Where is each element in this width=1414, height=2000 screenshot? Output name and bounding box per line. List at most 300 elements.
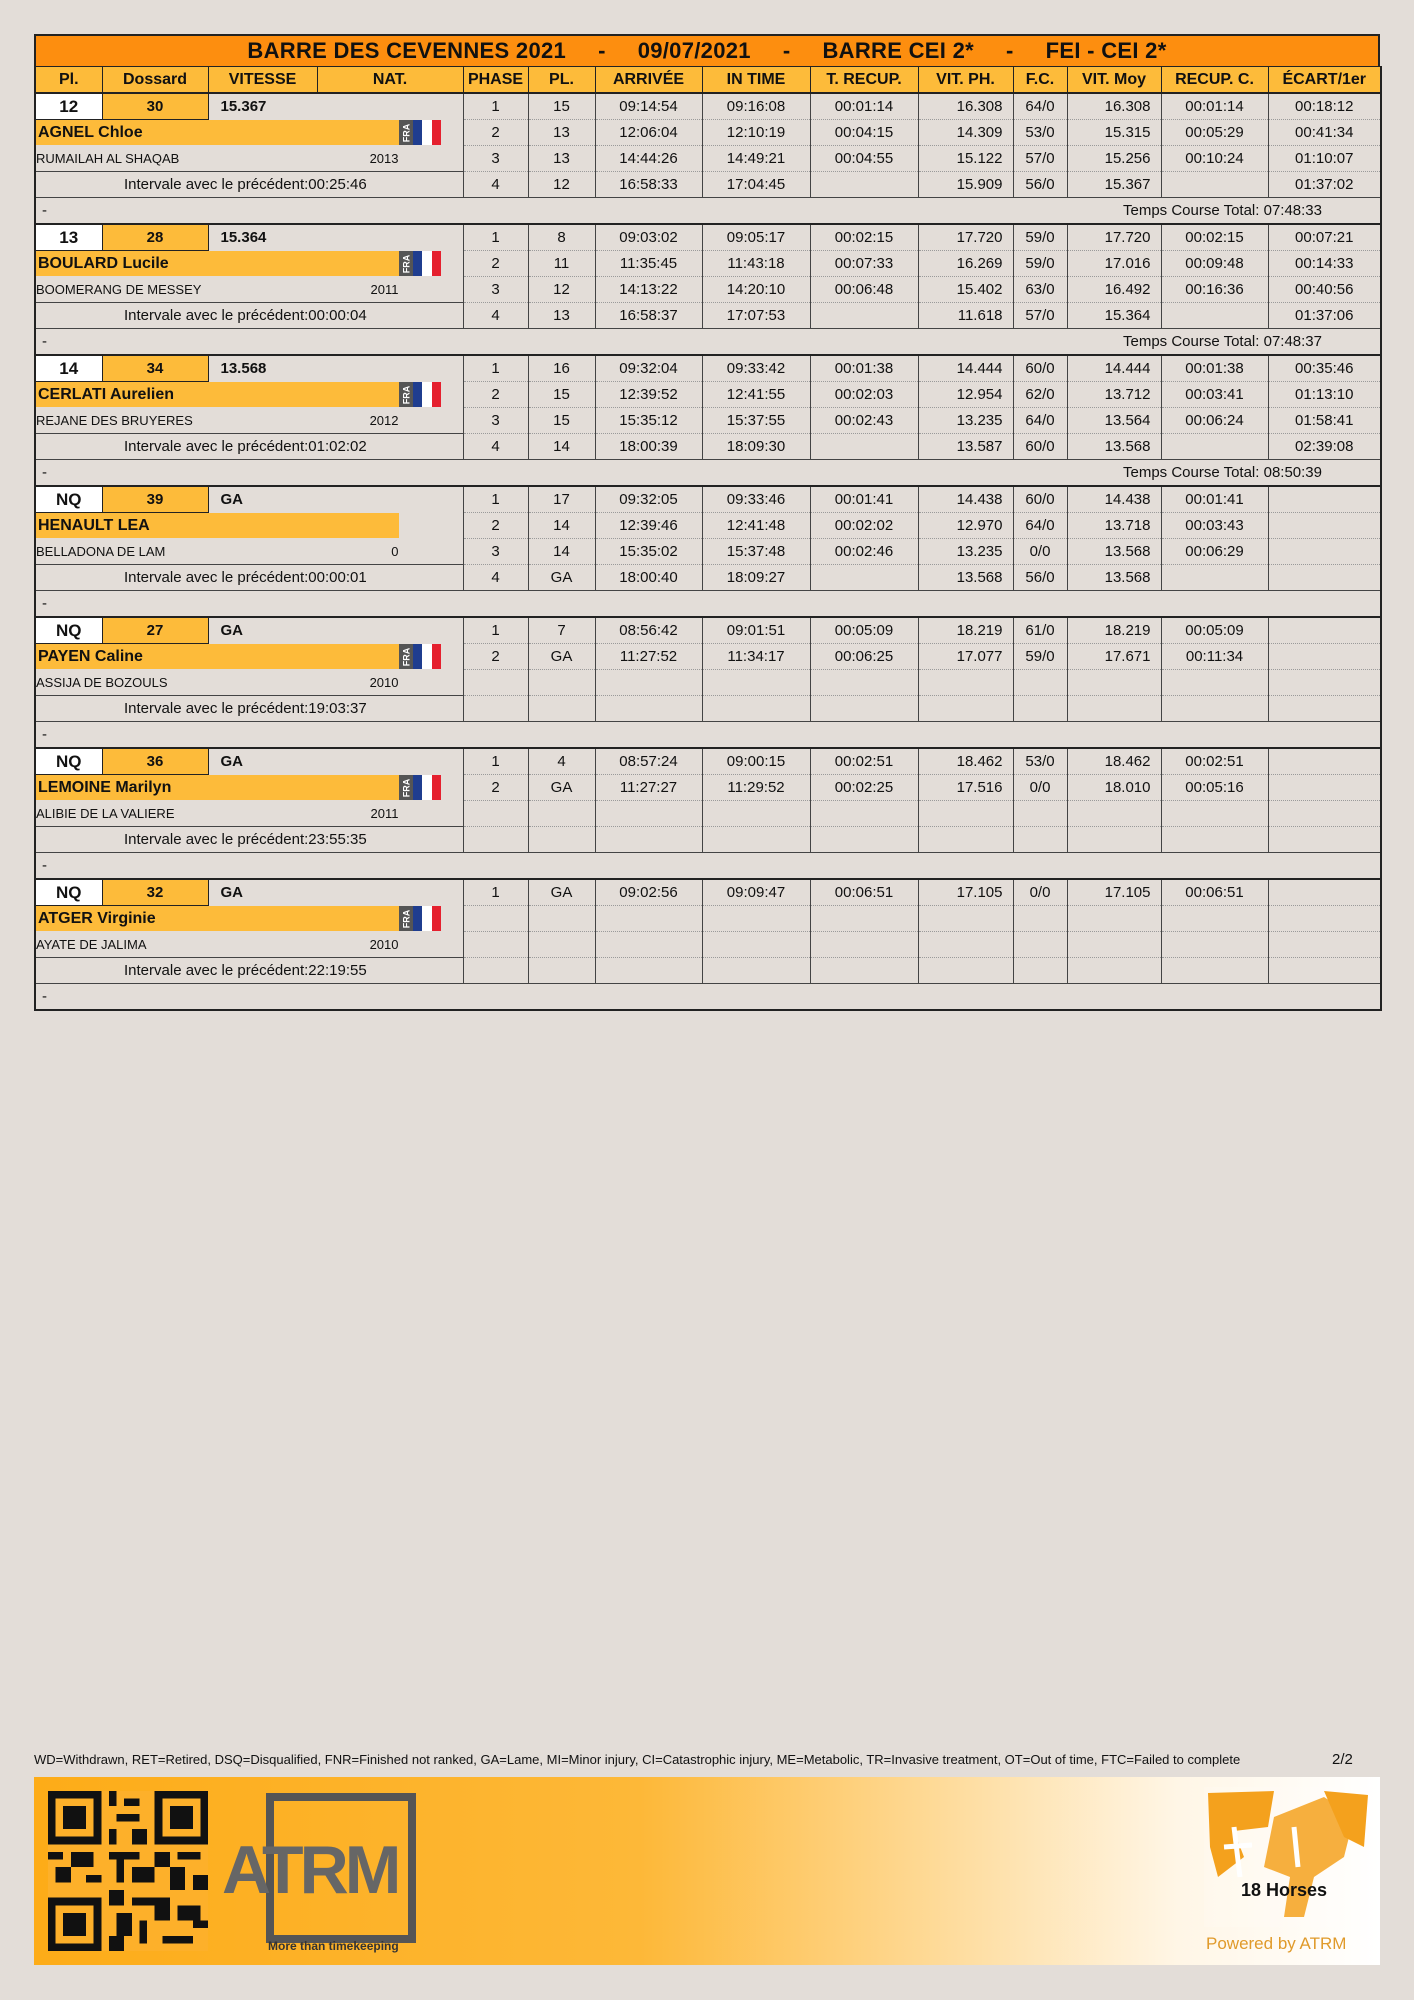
phase-cell-phase: 1 <box>463 93 528 120</box>
france-flag-icon <box>413 906 441 931</box>
phase-cell-avg-speed <box>1067 958 1161 984</box>
rider-place: 13 <box>35 224 102 251</box>
total-race-time <box>463 722 1381 749</box>
rider-speed: 15.364 <box>208 224 463 251</box>
phase-cell-phase-speed: 18.462 <box>918 748 1013 775</box>
france-flag-icon <box>413 644 441 669</box>
phase-cell-arrival <box>595 670 702 696</box>
france-flag-icon <box>413 120 441 145</box>
total-row <box>35 591 1381 618</box>
phase-cell-phase-place: 11 <box>528 251 595 277</box>
horse-name: ALIBIE DE LA VALIERE <box>36 805 175 821</box>
interval-row <box>35 827 1381 853</box>
rider-summary-row <box>35 486 1381 513</box>
phase-cell-phase-place: 13 <box>528 120 595 146</box>
phase-cell-avg-speed: 18.462 <box>1067 748 1161 775</box>
phase-cell-cumulative-recovery <box>1161 434 1268 460</box>
phase-cell-phase: 2 <box>463 382 528 408</box>
rider-name-row <box>35 906 1381 932</box>
phase-cell-cumulative-recovery: 00:05:16 <box>1161 775 1268 801</box>
phase-cell-recovery-time: 00:02:43 <box>810 408 918 434</box>
phase-cell-heart-rate: 59/0 <box>1013 224 1067 251</box>
phase-cell-phase-place: 15 <box>528 382 595 408</box>
phase-cell-in-time <box>702 958 810 984</box>
rider-name-cell <box>35 775 463 801</box>
phase-cell-phase-place: GA <box>528 879 595 906</box>
phase-cell-gap-to-first: 00:41:34 <box>1268 120 1381 146</box>
phase-cell-heart-rate: 53/0 <box>1013 120 1067 146</box>
horse-cell <box>35 670 463 696</box>
phase-cell-avg-speed: 13.718 <box>1067 513 1161 539</box>
row-dash: - <box>35 460 463 487</box>
phase-cell-recovery-time <box>810 434 918 460</box>
phase-cell-avg-speed: 16.308 <box>1067 93 1161 120</box>
phase-cell-arrival <box>595 958 702 984</box>
phase-cell-gap-to-first <box>1268 748 1381 775</box>
phase-cell-recovery-time: 00:04:15 <box>810 120 918 146</box>
rider-name-bar <box>36 382 463 407</box>
phase-cell-recovery-time: 00:07:33 <box>810 251 918 277</box>
phase-cell-gap-to-first: 01:10:07 <box>1268 146 1381 172</box>
nationality-code <box>399 251 413 276</box>
phase-cell-in-time: 11:34:17 <box>702 644 810 670</box>
rider-speed: GA <box>208 748 463 775</box>
phase-cell-phase-place: 16 <box>528 355 595 382</box>
phase-cell-recovery-time: 00:02:51 <box>810 748 918 775</box>
phase-cell-gap-to-first: 01:37:02 <box>1268 172 1381 198</box>
phase-cell-in-time <box>702 696 810 722</box>
phase-cell-recovery-time: 00:02:46 <box>810 539 918 565</box>
phase-cell-phase-speed: 15.909 <box>918 172 1013 198</box>
phase-cell-heart-rate: 64/0 <box>1013 408 1067 434</box>
phase-cell-recovery-time: 00:06:48 <box>810 277 918 303</box>
logo-tagline: More than timekeeping <box>268 1939 399 1953</box>
phase-cell-cumulative-recovery: 00:01:14 <box>1161 93 1268 120</box>
status-legend: WD=Withdrawn, RET=Retired, DSQ=Disqualified, FNR=Finished not ranked, GA=Lame, MI=Minor injury, CI=Catastrophic injury, ME=Metabolic, TR=Invasive treatment, OT=Out of time, FTC=Failed to complete <box>34 1752 1241 1767</box>
phase-cell-phase-speed: 12.970 <box>918 513 1013 539</box>
phase-cell-phase-place: 12 <box>528 172 595 198</box>
phase-cell-cumulative-recovery: 00:01:41 <box>1161 486 1268 513</box>
phase-cell-phase: 1 <box>463 748 528 775</box>
phase-cell-cumulative-recovery <box>1161 565 1268 591</box>
footer-banner <box>34 1777 1380 1965</box>
horse-birth-year: 2013 <box>369 150 399 166</box>
rider-speed: GA <box>208 617 463 644</box>
phase-cell-phase-speed: 18.219 <box>918 617 1013 644</box>
atrm-logo <box>222 1787 462 1957</box>
title-separator: - <box>782 38 791 63</box>
horse-row <box>35 146 1381 172</box>
phase-cell-phase: 1 <box>463 486 528 513</box>
rider-name-cell <box>35 120 463 146</box>
phase-cell-cumulative-recovery: 00:09:48 <box>1161 251 1268 277</box>
phase-cell-phase <box>463 801 528 827</box>
title-separator: - <box>1005 38 1014 63</box>
phase-cell-phase-speed: 11.618 <box>918 303 1013 329</box>
phase-cell-avg-speed: 17.671 <box>1067 644 1161 670</box>
phase-cell-in-time: 09:16:08 <box>702 93 810 120</box>
phase-cell-arrival: 08:57:24 <box>595 748 702 775</box>
rider-name: AGNEL Chloe <box>38 124 143 142</box>
row-dash: - <box>35 591 463 618</box>
phase-cell-arrival <box>595 827 702 853</box>
nationality-label: FRA <box>401 647 411 666</box>
phase-cell-arrival: 12:06:04 <box>595 120 702 146</box>
phase-cell-phase: 4 <box>463 172 528 198</box>
horse-cell <box>35 801 463 827</box>
phase-cell-heart-rate <box>1013 906 1067 932</box>
phase-cell-cumulative-recovery: 00:01:38 <box>1161 355 1268 382</box>
col-header-in-time: IN TIME <box>702 67 810 94</box>
phase-cell-gap-to-first: 01:58:41 <box>1268 408 1381 434</box>
phase-cell-arrival: 09:32:04 <box>595 355 702 382</box>
phase-cell-phase-speed: 14.444 <box>918 355 1013 382</box>
phase-cell-in-time <box>702 827 810 853</box>
phase-cell-cumulative-recovery: 00:10:24 <box>1161 146 1268 172</box>
col-header-nationality: NAT. <box>317 67 463 94</box>
france-flag-icon <box>413 251 441 276</box>
phase-cell-gap-to-first: 00:35:46 <box>1268 355 1381 382</box>
nationality-code <box>399 775 413 800</box>
phase-cell-heart-rate: 60/0 <box>1013 434 1067 460</box>
phase-cell-heart-rate: 0/0 <box>1013 775 1067 801</box>
phase-cell-in-time <box>702 801 810 827</box>
phase-cell-gap-to-first <box>1268 958 1381 984</box>
phase-cell-phase <box>463 696 528 722</box>
phase-cell-cumulative-recovery <box>1161 932 1268 958</box>
horse-row <box>35 277 1381 303</box>
phase-cell-cumulative-recovery <box>1161 801 1268 827</box>
phase-cell-phase <box>463 906 528 932</box>
interval-to-previous: Intervale avec le précédent:01:02:02 <box>35 434 463 460</box>
phase-cell-recovery-time: 00:02:03 <box>810 382 918 408</box>
rider-name: CERLATI Aurelien <box>38 386 175 404</box>
nationality-code <box>399 382 413 407</box>
rider-place: 14 <box>35 355 102 382</box>
col-header-avg-speed: VIT. Moy <box>1067 67 1161 94</box>
rider-bib: 32 <box>102 879 208 906</box>
rider-bib: 27 <box>102 617 208 644</box>
phase-cell-arrival: 16:58:37 <box>595 303 702 329</box>
phase-cell-arrival: 09:14:54 <box>595 93 702 120</box>
interval-to-previous: Intervale avec le précédent:00:25:46 <box>35 172 463 198</box>
phase-cell-phase-place: GA <box>528 644 595 670</box>
phase-cell-arrival: 18:00:40 <box>595 565 702 591</box>
total-row <box>35 460 1381 487</box>
phase-cell-recovery-time <box>810 801 918 827</box>
rider-name-cell <box>35 513 463 539</box>
phase-cell-recovery-time <box>810 958 918 984</box>
rider-bib: 34 <box>102 355 208 382</box>
phase-cell-phase-place <box>528 958 595 984</box>
phase-cell-recovery-time <box>810 827 918 853</box>
horse-info <box>36 670 463 695</box>
phase-cell-gap-to-first <box>1268 775 1381 801</box>
total-race-time <box>463 984 1381 1011</box>
column-header-row <box>35 67 1381 94</box>
interval-to-previous: Intervale avec le précédent:00:00:04 <box>35 303 463 329</box>
phase-cell-avg-speed: 14.444 <box>1067 355 1161 382</box>
horse-rider-logo-icon <box>1204 1787 1372 1927</box>
phase-cell-cumulative-recovery: 00:11:34 <box>1161 644 1268 670</box>
phase-cell-phase: 4 <box>463 303 528 329</box>
phase-cell-cumulative-recovery: 00:06:29 <box>1161 539 1268 565</box>
phase-cell-heart-rate <box>1013 696 1067 722</box>
phase-cell-gap-to-first <box>1268 827 1381 853</box>
rider-place: NQ <box>35 486 102 513</box>
phase-cell-avg-speed: 13.568 <box>1067 434 1161 460</box>
phase-cell-cumulative-recovery <box>1161 696 1268 722</box>
phase-cell-recovery-time <box>810 172 918 198</box>
phase-cell-in-time: 12:41:55 <box>702 382 810 408</box>
rider-name-bar <box>36 251 463 276</box>
phase-cell-phase-speed: 16.269 <box>918 251 1013 277</box>
phase-cell-in-time: 15:37:48 <box>702 539 810 565</box>
phase-cell-gap-to-first: 01:13:10 <box>1268 382 1381 408</box>
col-header-phase: PHASE <box>463 67 528 94</box>
rider-speed: GA <box>208 879 463 906</box>
phase-cell-avg-speed: 17.720 <box>1067 224 1161 251</box>
phase-cell-arrival: 08:56:42 <box>595 617 702 644</box>
phase-cell-cumulative-recovery <box>1161 670 1268 696</box>
logo-wordmark: ATRM <box>222 1832 398 1908</box>
rider-name: PAYEN Caline <box>38 648 143 666</box>
horse-info <box>36 277 463 302</box>
phase-cell-phase-place: 13 <box>528 146 595 172</box>
phase-cell-avg-speed: 13.568 <box>1067 565 1161 591</box>
phase-cell-phase: 3 <box>463 539 528 565</box>
phase-cell-avg-speed: 15.364 <box>1067 303 1161 329</box>
phase-cell-phase-place: 17 <box>528 486 595 513</box>
phase-cell-cumulative-recovery: 00:03:43 <box>1161 513 1268 539</box>
phase-cell-in-time: 09:09:47 <box>702 879 810 906</box>
horse-info <box>36 932 463 957</box>
rider-summary-row <box>35 224 1381 251</box>
phase-cell-recovery-time <box>810 906 918 932</box>
phase-cell-gap-to-first: 00:14:33 <box>1268 251 1381 277</box>
horse-birth-year: 2010 <box>369 674 399 690</box>
phase-cell-arrival: 14:13:22 <box>595 277 702 303</box>
phase-cell-phase-speed <box>918 801 1013 827</box>
phase-cell-phase: 3 <box>463 408 528 434</box>
phase-cell-phase-speed: 17.720 <box>918 224 1013 251</box>
phase-cell-avg-speed <box>1067 696 1161 722</box>
rider-name: ATGER Virginie <box>38 910 156 928</box>
row-dash: - <box>35 853 463 880</box>
phase-cell-phase-place <box>528 801 595 827</box>
title-separator: - <box>598 38 606 63</box>
page-number: 2/2 <box>1332 1751 1353 1768</box>
rider-name-cell <box>35 382 463 408</box>
horse-row <box>35 932 1381 958</box>
phase-cell-in-time: 14:49:21 <box>702 146 810 172</box>
interval-to-previous: Intervale avec le précédent:23:55:35 <box>35 827 463 853</box>
qr-code-icon[interactable] <box>48 1791 208 1951</box>
competition-name: BARRE CEI 2* <box>822 38 974 63</box>
rider-summary-row <box>35 748 1381 775</box>
phase-cell-arrival: 09:02:56 <box>595 879 702 906</box>
phase-cell-phase: 4 <box>463 565 528 591</box>
phase-cell-arrival: 15:35:02 <box>595 539 702 565</box>
phase-cell-gap-to-first <box>1268 644 1381 670</box>
col-header-speed: VITESSE <box>208 67 317 94</box>
phase-cell-cumulative-recovery: 00:03:41 <box>1161 382 1268 408</box>
col-header-gap-to-first: ÉCART/1er <box>1268 67 1381 94</box>
phase-cell-phase-speed <box>918 827 1013 853</box>
col-header-phase-speed: VIT. PH. <box>918 67 1013 94</box>
phase-cell-heart-rate: 61/0 <box>1013 617 1067 644</box>
phase-cell-phase: 2 <box>463 251 528 277</box>
nationality-label: FRA <box>401 778 411 797</box>
phase-cell-gap-to-first <box>1268 879 1381 906</box>
interval-row <box>35 172 1381 198</box>
phase-cell-phase: 1 <box>463 355 528 382</box>
phase-cell-phase: 2 <box>463 644 528 670</box>
horse-row <box>35 801 1381 827</box>
phase-cell-cumulative-recovery <box>1161 906 1268 932</box>
phase-cell-recovery-time: 00:01:38 <box>810 355 918 382</box>
col-header-arrival: ARRIVÉE <box>595 67 702 94</box>
phase-cell-heart-rate: 59/0 <box>1013 644 1067 670</box>
phase-cell-gap-to-first <box>1268 486 1381 513</box>
col-header-heart-rate: F.C. <box>1013 67 1067 94</box>
phase-cell-phase-speed: 17.105 <box>918 879 1013 906</box>
phase-cell-phase-place: 14 <box>528 434 595 460</box>
results-title <box>34 34 1380 66</box>
horse-row <box>35 670 1381 696</box>
horse-cell <box>35 277 463 303</box>
phase-cell-arrival: 12:39:46 <box>595 513 702 539</box>
phase-cell-heart-rate: 0/0 <box>1013 879 1067 906</box>
phase-cell-avg-speed: 16.492 <box>1067 277 1161 303</box>
phase-cell-recovery-time: 00:02:15 <box>810 224 918 251</box>
total-row <box>35 329 1381 356</box>
phase-cell-phase-speed: 15.122 <box>918 146 1013 172</box>
horse-cell <box>35 932 463 958</box>
col-header-phase-place: PL. <box>528 67 595 94</box>
phase-cell-heart-rate: 53/0 <box>1013 748 1067 775</box>
phase-cell-cumulative-recovery: 00:05:29 <box>1161 120 1268 146</box>
phase-cell-phase-speed <box>918 932 1013 958</box>
phase-cell-avg-speed: 18.010 <box>1067 775 1161 801</box>
phase-cell-heart-rate: 56/0 <box>1013 565 1067 591</box>
horse-birth-year: 0 <box>391 543 399 559</box>
phase-cell-phase-speed: 14.438 <box>918 486 1013 513</box>
phase-cell-phase-place: 15 <box>528 408 595 434</box>
rider-speed: GA <box>208 486 463 513</box>
phase-cell-avg-speed <box>1067 932 1161 958</box>
phase-cell-phase-speed: 13.568 <box>918 565 1013 591</box>
col-header-place: Pl. <box>35 67 102 94</box>
rider-place: NQ <box>35 879 102 906</box>
rider-place: NQ <box>35 617 102 644</box>
event-date: 09/07/2021 <box>637 38 751 63</box>
nationality-label: FRA <box>401 254 411 273</box>
phase-cell-arrival <box>595 801 702 827</box>
phase-cell-phase <box>463 932 528 958</box>
horse-birth-year: 2011 <box>370 281 399 297</box>
horse-cell <box>35 408 463 434</box>
phase-cell-recovery-time: 00:01:41 <box>810 486 918 513</box>
rider-name-row <box>35 120 1381 146</box>
phase-cell-phase-speed: 17.077 <box>918 644 1013 670</box>
phase-cell-phase: 2 <box>463 775 528 801</box>
rider-name-row <box>35 775 1381 801</box>
phase-cell-heart-rate: 60/0 <box>1013 355 1067 382</box>
horse-name: RUMAILAH AL SHAQAB <box>36 150 180 166</box>
rider-name-bar <box>36 906 463 931</box>
phase-cell-recovery-time: 00:02:25 <box>810 775 918 801</box>
horse-cell <box>35 539 463 565</box>
partner-caption: 18 Horses <box>1241 1880 1328 1900</box>
phase-cell-phase: 2 <box>463 513 528 539</box>
phase-cell-in-time: 11:29:52 <box>702 775 810 801</box>
phase-cell-avg-speed: 13.564 <box>1067 408 1161 434</box>
total-race-time <box>463 853 1381 880</box>
phase-cell-avg-speed: 15.315 <box>1067 120 1161 146</box>
phase-cell-phase-speed <box>918 906 1013 932</box>
row-dash: - <box>35 722 463 749</box>
horse-birth-year: 2012 <box>369 412 399 428</box>
phase-cell-heart-rate <box>1013 932 1067 958</box>
phase-cell-phase-speed <box>918 696 1013 722</box>
total-row <box>35 722 1381 749</box>
competition-category: FEI - CEI 2* <box>1045 38 1167 63</box>
rider-name: LEMOINE Marilyn <box>38 779 172 797</box>
phase-cell-gap-to-first: 00:07:21 <box>1268 224 1381 251</box>
phase-cell-phase <box>463 670 528 696</box>
horse-birth-year: 2010 <box>369 936 399 952</box>
phase-cell-phase: 3 <box>463 146 528 172</box>
phase-cell-gap-to-first: 02:39:08 <box>1268 434 1381 460</box>
phase-cell-arrival: 11:27:27 <box>595 775 702 801</box>
phase-cell-heart-rate: 64/0 <box>1013 513 1067 539</box>
phase-cell-phase: 1 <box>463 224 528 251</box>
nationality-label: FRA <box>401 123 411 142</box>
phase-cell-phase-place <box>528 906 595 932</box>
phase-cell-in-time: 17:07:53 <box>702 303 810 329</box>
horse-name: AYATE DE JALIMA <box>36 936 147 952</box>
phase-cell-heart-rate: 57/0 <box>1013 303 1067 329</box>
phase-cell-recovery-time: 00:06:25 <box>810 644 918 670</box>
rider-name-row <box>35 644 1381 670</box>
phase-cell-cumulative-recovery <box>1161 303 1268 329</box>
interval-row <box>35 958 1381 984</box>
phase-cell-phase-place: 15 <box>528 93 595 120</box>
phase-cell-heart-rate <box>1013 801 1067 827</box>
phase-cell-phase-speed: 16.308 <box>918 93 1013 120</box>
horse-name: BELLADONA DE LAM <box>36 543 166 559</box>
interval-to-previous: Intervale avec le précédent:00:00:01 <box>35 565 463 591</box>
rider-name-bar <box>36 775 463 800</box>
phase-cell-gap-to-first <box>1268 932 1381 958</box>
results-sheet <box>34 34 1380 1011</box>
horse-row <box>35 539 1381 565</box>
phase-cell-heart-rate: 64/0 <box>1013 93 1067 120</box>
rider-place: 12 <box>35 93 102 120</box>
phase-cell-gap-to-first <box>1268 539 1381 565</box>
phase-cell-cumulative-recovery: 00:05:09 <box>1161 617 1268 644</box>
phase-cell-in-time: 09:33:46 <box>702 486 810 513</box>
rider-bib: 39 <box>102 486 208 513</box>
rider-name-bar <box>36 513 463 538</box>
phase-cell-phase-place: 14 <box>528 513 595 539</box>
phase-cell-avg-speed <box>1067 906 1161 932</box>
france-flag-icon <box>413 775 441 800</box>
phase-cell-recovery-time: 00:06:51 <box>810 879 918 906</box>
phase-cell-phase-place: GA <box>528 775 595 801</box>
phase-cell-heart-rate: 59/0 <box>1013 251 1067 277</box>
